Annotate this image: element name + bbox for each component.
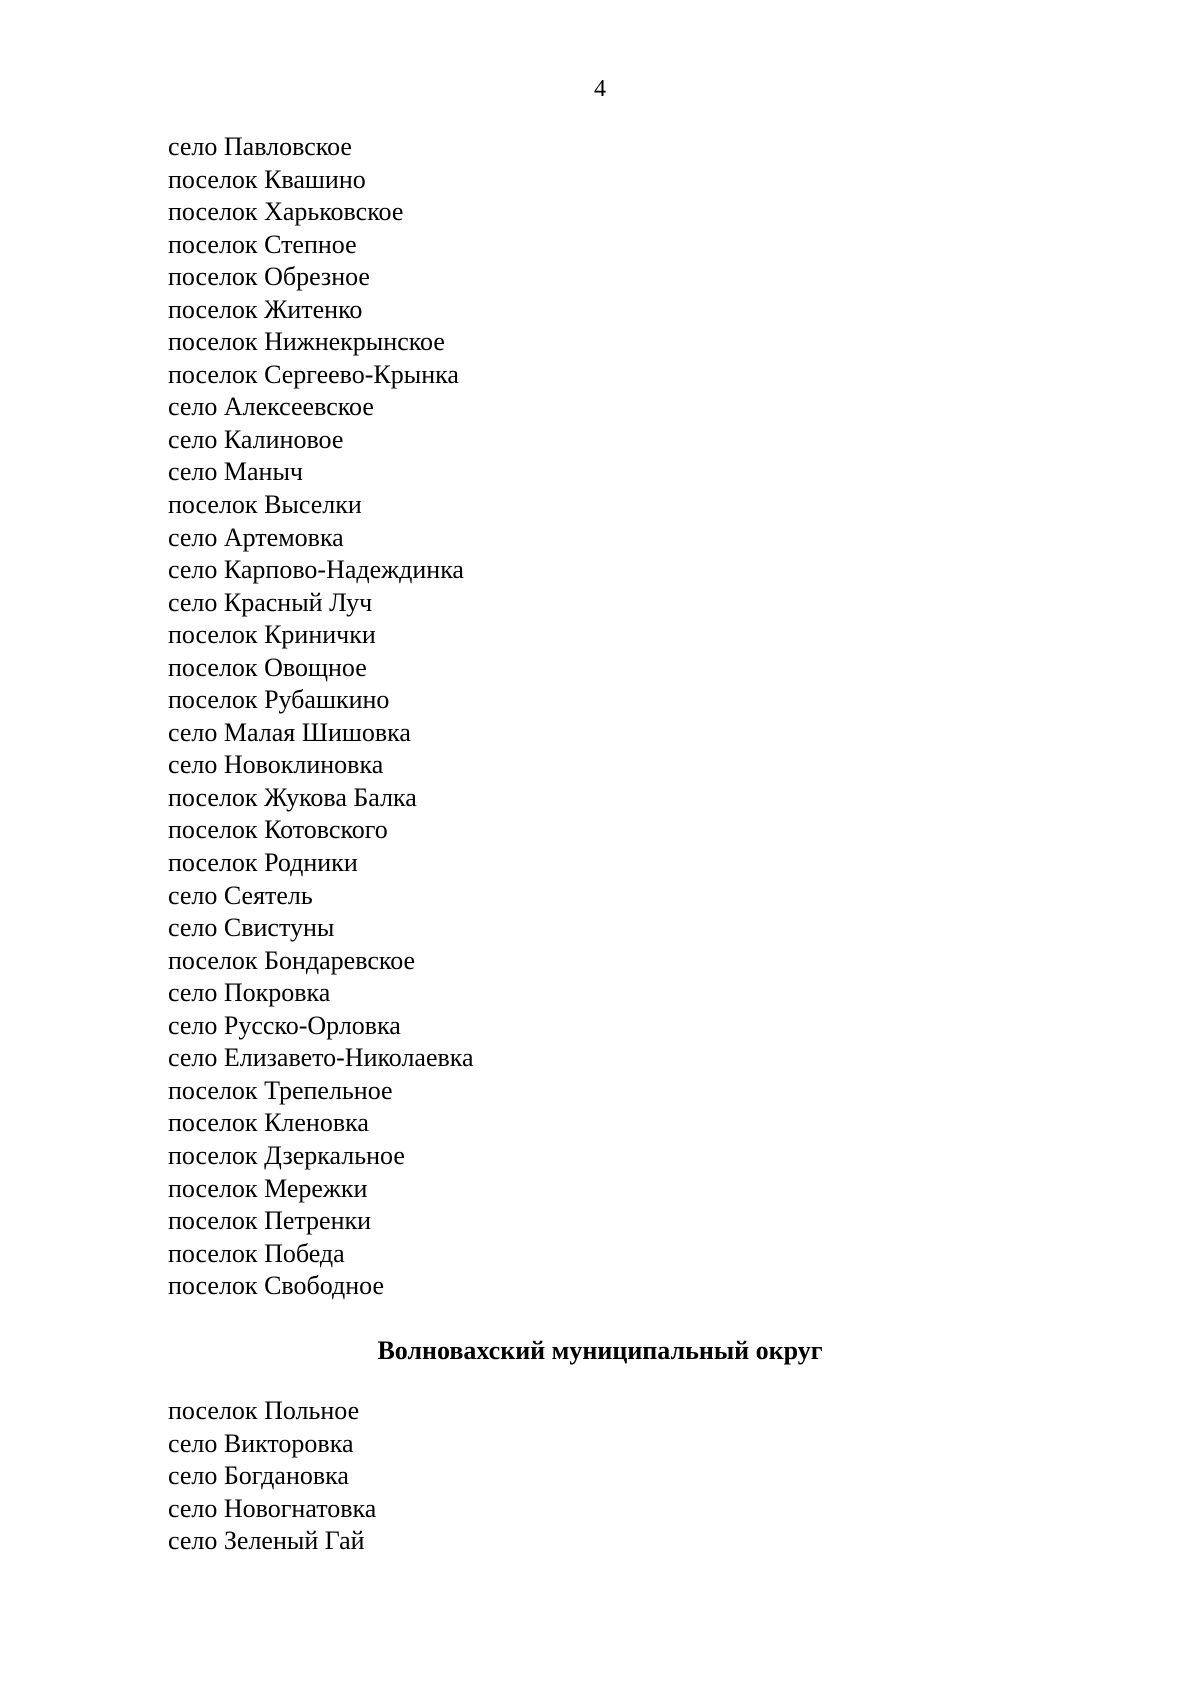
section-heading: Волновахский муниципальный округ	[377, 1336, 823, 1365]
list-item: село Малая Шишовка	[168, 717, 411, 747]
list-item: поселок Кленовка	[168, 1108, 369, 1138]
list-item: село Артемовка	[168, 522, 344, 552]
list-item: село Калиновое	[168, 424, 344, 454]
list-item: село Сеятель	[168, 880, 313, 910]
list-item: поселок Трепельное	[168, 1075, 393, 1105]
list-item: село Красный Луч	[168, 587, 373, 617]
list-item: поселок Дзеркальное	[168, 1140, 405, 1170]
list-item: поселок Жукова Балка	[168, 782, 417, 812]
list-item: поселок Харьковское	[168, 197, 404, 227]
list-item: поселок Котовского	[168, 815, 388, 845]
list-item: поселок Бондаревское	[168, 945, 416, 975]
list-item: поселок Квашино	[168, 164, 366, 194]
page-number: 4	[594, 76, 606, 102]
list-item: поселок Житенко	[168, 294, 363, 324]
list-item: село Покровка	[168, 978, 331, 1008]
list-item: поселок Сергеево-Крынка	[168, 359, 459, 389]
list-item: село Павловское	[168, 132, 352, 161]
list-item: село Викторовка	[168, 1428, 354, 1458]
settlement-list-top	[168, 131, 474, 1303]
settlement-list-bottom	[168, 1395, 376, 1558]
list-item: поселок Выселки	[168, 490, 362, 520]
list-item: село Богдановка	[168, 1461, 349, 1491]
list-item: село Новоклиновка	[168, 750, 384, 780]
list-item: поселок Рубашкино	[168, 685, 390, 715]
list-item: село Русско-Орловка	[168, 1010, 401, 1040]
list-item: село Новогнатовка	[168, 1493, 377, 1523]
list-item: поселок Родники	[168, 848, 358, 878]
list-item: поселок Свободное	[168, 1271, 384, 1301]
list-item: поселок Нижнекрынское	[168, 327, 445, 357]
list-item: поселок Степное	[168, 229, 357, 259]
list-item: село Карпово-Надеждинка	[168, 555, 464, 585]
list-item: поселок Победа	[168, 1238, 345, 1268]
list-item: поселок Петренки	[168, 1206, 372, 1236]
list-item: поселок Мережки	[168, 1173, 368, 1203]
list-item: село Маныч	[168, 457, 303, 487]
list-item: поселок Овощное	[168, 652, 367, 682]
list-item: село Свистуны	[168, 913, 335, 943]
list-item: поселок Польное	[168, 1396, 360, 1425]
list-item: село Елизавето-Николаевка	[168, 1043, 474, 1073]
list-item: село Алексеевское	[168, 392, 374, 422]
list-item: поселок Обрезное	[168, 262, 370, 292]
list-item: село Зеленый Гай	[168, 1526, 365, 1556]
list-item: поселок Кринички	[168, 620, 376, 650]
